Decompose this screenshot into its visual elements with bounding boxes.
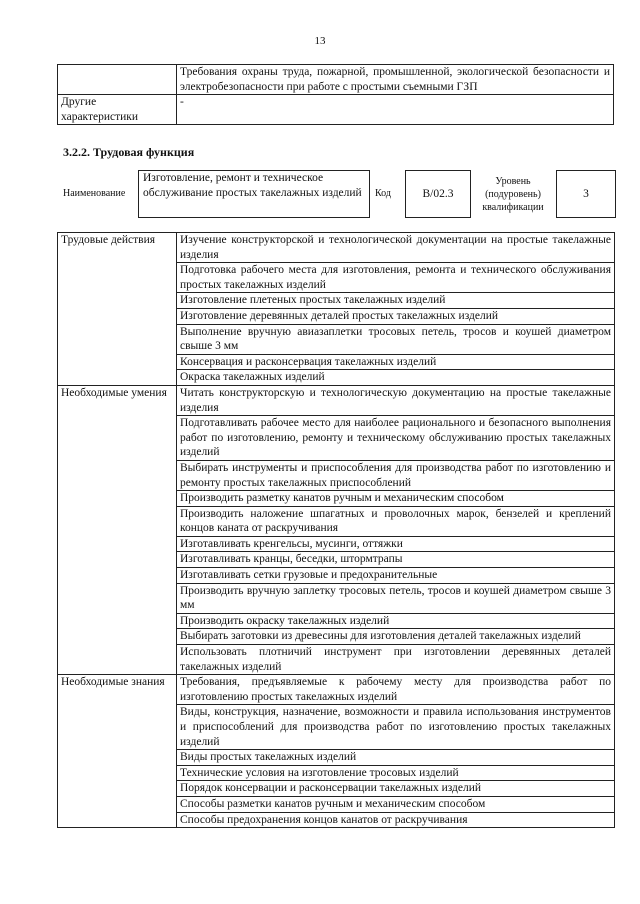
section-label: Трудовые действия	[58, 233, 177, 386]
section-item: Способы предохранения концов канатов от раскручивания	[177, 812, 615, 828]
name-value: Изготовление, ремонт и техническое обслуживание простых такелажных изделий	[138, 170, 370, 218]
table-row	[58, 95, 614, 125]
section-item: Подготовка рабочего места для изготовления, ремонта и технического обслуживания простых такелажных изделий	[177, 263, 615, 293]
section-item: Производить окраску такелажных изделий	[177, 613, 615, 629]
section-item: Производить разметку канатов ручным и механическим способом	[177, 491, 615, 507]
section-item: Изучение конструкторской и технологической документации на простые такелажные изделия	[177, 233, 615, 263]
section-item: Изготовление плетеных простых такелажных изделий	[177, 293, 615, 309]
row-label: Другие характеристики	[58, 95, 177, 125]
section-item: Изготовление деревянных деталей простых такелажных изделий	[177, 308, 615, 324]
page-number: 13	[314, 35, 326, 47]
table-row	[58, 675, 615, 705]
section-item: Виды, конструкция, назначение, возможности и правила использования инструментов и приспособлений для производства работ по изготовлению простых такелажных изделий	[177, 705, 615, 750]
top-table	[57, 64, 614, 125]
section-item: Технические условия на изготовление тросовых изделий	[177, 765, 615, 781]
row-text: -	[177, 95, 614, 125]
section-item: Требования, предъявляемые к рабочему месту для производства работ по изготовлению простых такелажных изделий	[177, 675, 615, 705]
section-item: Выбирать заготовки из древесины для изготовления деталей такелажных изделий	[177, 629, 615, 645]
row-label	[58, 65, 177, 95]
section-item: Читать конструкторскую и технологическую документацию на простые такелажные изделия	[177, 385, 615, 415]
level-value: 3	[556, 170, 616, 218]
section-item: Порядок консервации и расконсервации такелажных изделий	[177, 781, 615, 797]
section-item: Использовать плотничий инструмент при изготовлении деревянных деталей такелажных изделий	[177, 645, 615, 675]
section-item: Окраска такелажных изделий	[177, 370, 615, 386]
section-heading: 3.2.2. Трудовая функция	[63, 145, 195, 159]
table-row	[58, 385, 615, 415]
code-value: B/02.3	[405, 170, 471, 218]
section-item: Виды простых такелажных изделий	[177, 750, 615, 766]
table-row	[58, 65, 614, 95]
row-text: Требования охраны труда, пожарной, промышленной, экологической безопасности и электробезопасности при работе с простыми съемными ГЗП	[177, 65, 614, 95]
section-item: Подготавливать рабочее место для наиболее рационального и безопасного выполнения работ по изготовлению, ремонту и техническому обслуживанию простых такелажных изделий	[177, 416, 615, 461]
section-item: Выбирать инструменты и приспособления для производства работ по изготовлению и ремонту простых такелажных приспособлений	[177, 460, 615, 490]
section-item: Выполнение вручную авиазаплетки тросовых петель, тросов и коушей диаметром свыше 3 мм	[177, 324, 615, 354]
section-item: Производить наложение шпагатных и проволочных марок, бензелей и креплений концов каната от раскручивания	[177, 506, 615, 536]
section-item: Способы разметки канатов ручным и механическим способом	[177, 796, 615, 812]
name-label: Наименование	[63, 188, 126, 199]
section-label: Необходимые знания	[58, 675, 177, 828]
level-label: Уровень (подуровень) квалификации	[482, 176, 544, 213]
section-item: Изготавливать кренгельсы, мусинги, оттяжки	[177, 536, 615, 552]
section-label: Необходимые умения	[58, 385, 177, 674]
section-item: Изготавливать кранцы, беседки, штормтрапы	[177, 552, 615, 568]
section-item: Производить вручную заплетку тросовых петель, тросов и коушей диаметром свыше 3 мм	[177, 583, 615, 613]
table-row	[58, 233, 615, 263]
code-label: Код	[375, 188, 391, 199]
section-item: Консервация и расконсервация такелажных изделий	[177, 354, 615, 370]
section-item: Изготавливать сетки грузовые и предохранительные	[177, 568, 615, 584]
function-table	[57, 232, 615, 828]
